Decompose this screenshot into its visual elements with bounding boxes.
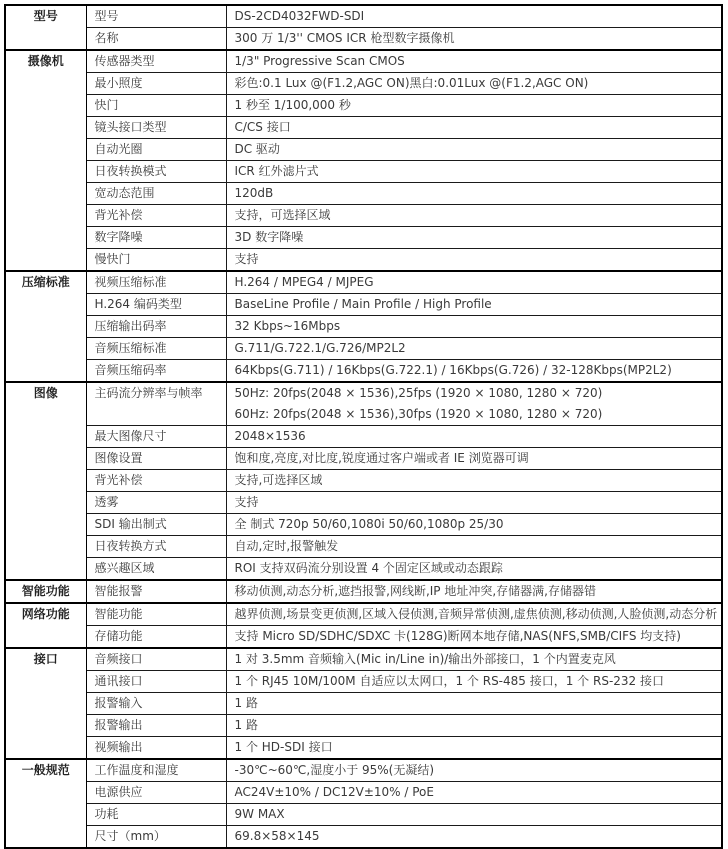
table-row [5, 826, 722, 849]
spec-label: 音频接口 [86, 648, 226, 671]
table-row [5, 161, 722, 183]
spec-table [4, 4, 723, 849]
spec-value: 1 路 [226, 693, 722, 715]
spec-value: 彩色:0.1 Lux @(F1.2,AGC ON)黑白:0.01Lux @(F1.2,AGC ON) [226, 73, 722, 95]
spec-label: 智能功能 [86, 603, 226, 626]
spec-value: 120dB [226, 183, 722, 205]
table-row [5, 183, 722, 205]
table-row [5, 626, 722, 649]
category-cell: 摄像机 [5, 50, 86, 271]
table-row [5, 558, 722, 581]
table-row [5, 249, 722, 272]
spec-value: 饱和度,亮度,对比度,锐度通过客户端或者 IE 浏览器可调 [226, 448, 722, 470]
category-cell: 接口 [5, 648, 86, 759]
spec-value: 支持 Micro SD/SDHC/SDXC 卡(128G)断网本地存储,NAS(NFS,SMB/CIFS 均支持) [226, 626, 722, 649]
spec-value: ROI 支持双码流分别设置 4 个固定区域或动态跟踪 [226, 558, 722, 581]
category-cell: 压缩标准 [5, 271, 86, 382]
table-row [5, 73, 722, 95]
spec-value: 69.8×58×145 [226, 826, 722, 849]
table-row [5, 5, 722, 28]
table-row [5, 227, 722, 249]
spec-value: 支持,可选择区域 [226, 470, 722, 492]
spec-label: 尺寸（mm） [86, 826, 226, 849]
spec-value: 越界侦测,场景变更侦测,区域入侵侦测,音频异常侦测,虚焦侦测,移动侦测,人脸侦测,动态分析 [226, 603, 722, 626]
table-row [5, 536, 722, 558]
spec-label: 数字降噪 [86, 227, 226, 249]
table-row [5, 360, 722, 383]
table-row [5, 448, 722, 470]
table-row [5, 95, 722, 117]
spec-label: SDI 输出制式 [86, 514, 226, 536]
spec-value: DC 驱动 [226, 139, 722, 161]
spec-value-line: 60Hz: 20fps(2048 × 1536),30fps (1920 × 1080, 1280 × 720) [234, 407, 603, 421]
table-row [5, 117, 722, 139]
spec-value: 3D 数字降噪 [226, 227, 722, 249]
spec-value: 2048×1536 [226, 426, 722, 448]
spec-label: 音频压缩码率 [86, 360, 226, 383]
spec-label: 压缩输出码率 [86, 316, 226, 338]
spec-label: 自动光圈 [86, 139, 226, 161]
spec-value: 9W MAX [226, 804, 722, 826]
table-row [5, 492, 722, 514]
spec-value: 全 制式 720p 50/60,1080i 50/60,1080p 25/30 [226, 514, 722, 536]
table-row [5, 316, 722, 338]
table-row [5, 205, 722, 227]
spec-value: DS-2CD4032FWD-SDI [226, 5, 722, 28]
table-row [5, 28, 722, 51]
spec-value: 移动侦测,动态分析,遮挡报警,网线断,IP 地址冲突,存储器满,存储器错 [226, 580, 722, 603]
table-row [5, 514, 722, 536]
spec-label: 音频压缩标准 [86, 338, 226, 360]
table-row [5, 715, 722, 737]
spec-label: 传感器类型 [86, 50, 226, 73]
spec-label: 电源供应 [86, 782, 226, 804]
spec-value: H.264 / MPEG4 / MJPEG [226, 271, 722, 294]
spec-label: 报警输入 [86, 693, 226, 715]
category-cell: 网络功能 [5, 603, 86, 648]
spec-label: 型号 [86, 5, 226, 28]
spec-label: 慢快门 [86, 249, 226, 272]
table-row [5, 50, 722, 73]
spec-label: 背光补偿 [86, 205, 226, 227]
spec-value: 1 秒至 1/100,000 秒 [226, 95, 722, 117]
spec-value: BaseLine Profile / Main Profile / High Profile [226, 294, 722, 316]
spec-label: 报警输出 [86, 715, 226, 737]
spec-value: 支持 [226, 249, 722, 272]
spec-label: 透雾 [86, 492, 226, 514]
table-row [5, 271, 722, 294]
spec-label: 最小照度 [86, 73, 226, 95]
spec-value: 支持 [226, 492, 722, 514]
spec-label: 日夜转换方式 [86, 536, 226, 558]
spec-value: 64Kbps(G.711) / 16Kbps(G.722.1) / 16Kbps(G.726) / 32-128Kbps(MP2L2) [226, 360, 722, 383]
table-row [5, 737, 722, 760]
spec-label: 日夜转换模式 [86, 161, 226, 183]
spec-label: 感兴趣区域 [86, 558, 226, 581]
table-row [5, 139, 722, 161]
spec-value [226, 382, 722, 426]
spec-value: 32 Kbps~16Mbps [226, 316, 722, 338]
table-row [5, 338, 722, 360]
table-row [5, 759, 722, 782]
spec-label: 通讯接口 [86, 671, 226, 693]
category-cell: 图像 [5, 382, 86, 580]
table-row [5, 671, 722, 693]
category-cell: 一般规范 [5, 759, 86, 848]
spec-label: 宽动态范围 [86, 183, 226, 205]
spec-label: 最大图像尺寸 [86, 426, 226, 448]
spec-label: H.264 编码类型 [86, 294, 226, 316]
spec-label: 名称 [86, 28, 226, 51]
table-row [5, 294, 722, 316]
table-row [5, 693, 722, 715]
category-cell: 型号 [5, 5, 86, 50]
table-row [5, 648, 722, 671]
table-row [5, 603, 722, 626]
table-row [5, 426, 722, 448]
spec-label: 图像设置 [86, 448, 226, 470]
spec-value: G.711/G.722.1/G.726/MP2L2 [226, 338, 722, 360]
table-row [5, 580, 722, 603]
spec-value: 1 个 RJ45 10M/100M 自适应以太网口，1 个 RS-485 接口，1 个 RS-232 接口 [226, 671, 722, 693]
spec-label: 快门 [86, 95, 226, 117]
spec-label: 智能报警 [86, 580, 226, 603]
spec-label: 存储功能 [86, 626, 226, 649]
spec-label: 视频压缩标准 [86, 271, 226, 294]
spec-table-body [5, 5, 722, 848]
spec-value: C/CS 接口 [226, 117, 722, 139]
spec-value-line: 50Hz: 20fps(2048 × 1536),25fps (1920 × 1080, 1280 × 720) [234, 386, 603, 400]
spec-value: 支持，可选择区域 [226, 205, 722, 227]
spec-value: 1 路 [226, 715, 722, 737]
spec-label: 背光补偿 [86, 470, 226, 492]
category-cell: 智能功能 [5, 580, 86, 603]
spec-value: 1 对 3.5mm 音频输入(Mic in/Line in)/输出外部接口，1 个内置麦克风 [226, 648, 722, 671]
spec-label: 主码流分辨率与帧率 [86, 382, 226, 426]
spec-value: 300 万 1/3'' CMOS ICR 枪型数字摄像机 [226, 28, 722, 51]
table-row [5, 382, 722, 426]
table-row [5, 782, 722, 804]
table-row [5, 804, 722, 826]
spec-label: 视频输出 [86, 737, 226, 760]
spec-value: AC24V±10% / DC12V±10% / PoE [226, 782, 722, 804]
spec-value: ICR 红外滤片式 [226, 161, 722, 183]
spec-label: 工作温度和湿度 [86, 759, 226, 782]
spec-label: 功耗 [86, 804, 226, 826]
spec-value: 1 个 HD-SDI 接口 [226, 737, 722, 760]
spec-label: 镜头接口类型 [86, 117, 226, 139]
table-row [5, 470, 722, 492]
spec-value: -30℃~60℃,湿度小于 95%(无凝结) [226, 759, 722, 782]
spec-value: 1/3" Progressive Scan CMOS [226, 50, 722, 73]
spec-value: 自动,定时,报警触发 [226, 536, 722, 558]
